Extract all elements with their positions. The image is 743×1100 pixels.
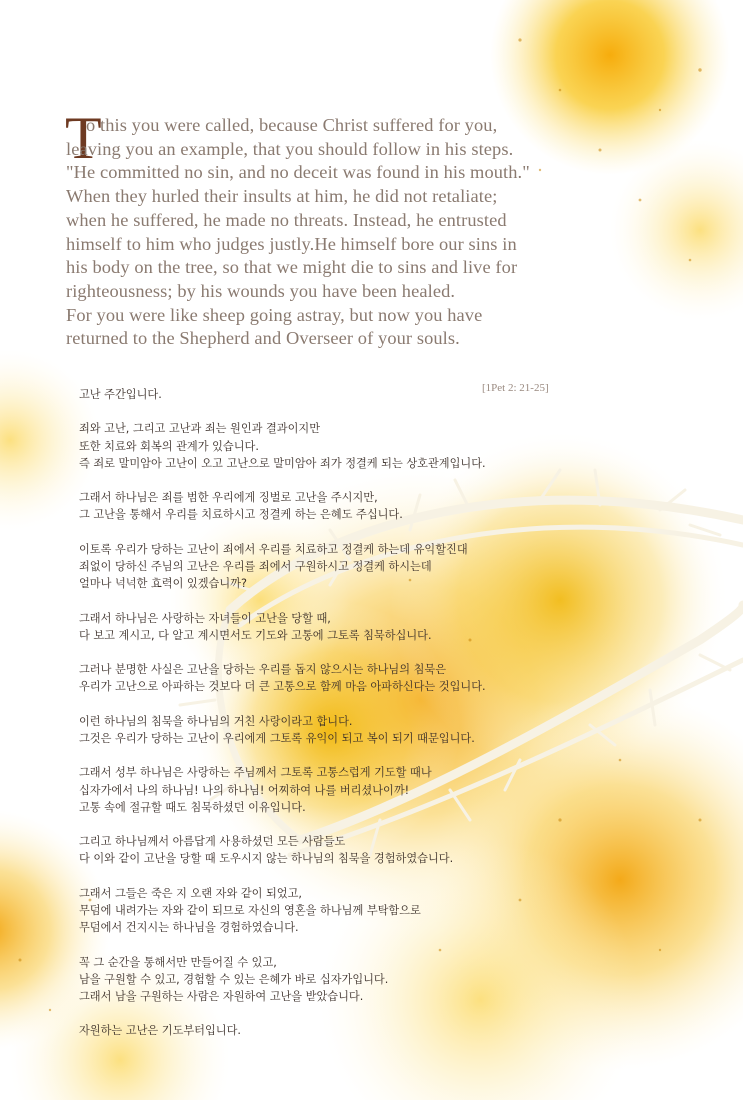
paragraph: [79, 386, 719, 403]
verse-line: leaving you an example, that you should follow in his steps.: [66, 138, 514, 159]
scripture-verse: [66, 114, 626, 351]
paragraph-line: 즉 죄로 말미암아 고난이 오고 고난으로 말미암아 죄가 정결케 되는 상호관계입니다.: [79, 456, 486, 470]
paragraph: [79, 489, 719, 523]
paragraph-line: 그래서 그들은 죽은 지 오랜 자와 같이 되었고,: [79, 886, 302, 900]
verse-line: when he suffered, he made no threats. Instead, he entrusted: [66, 209, 507, 230]
paragraph-line: 죄없이 당하신 주님의 고난은 우리를 죄에서 구원하시고 정결케 하시는데: [79, 559, 432, 573]
paragraph-line: 다 이와 같이 고난을 당할 때 도우시지 않는 하나님의 침묵을 경험하였습니다.: [79, 852, 454, 866]
paragraph-line: 꼭 그 순간을 통해서만 만들어질 수 있고,: [79, 955, 277, 969]
paragraph: [79, 833, 719, 867]
paragraph-line: 십자가에서 나의 하나님! 나의 하나님! 어찌하여 나를 버리셨나이까!: [79, 783, 410, 797]
paragraph: [79, 610, 719, 644]
paragraph-line: 그래서 하나님은 사랑하는 자녀들이 고난을 당할 때,: [79, 611, 331, 625]
paragraph-line: 그리고 하나님께서 아름답게 사용하셨던 모든 사람들도: [79, 835, 346, 849]
paragraph-line: 이토록 우리가 당하는 고난이 죄에서 우리를 치료하고 정결케 하는데 유익할진대: [79, 542, 468, 556]
verse-line: righteousness; by his wounds you have been healed.: [66, 280, 456, 301]
paragraph-line: 고난 주간입니다.: [79, 388, 162, 401]
paragraph-line: 고통 속에 절규할 때도 침묵하셨던 이유입니다.: [79, 800, 306, 814]
verse-line: o this you were called, because Christ suffered for you,: [86, 115, 498, 135]
verse-reference: [1Pet 2: 21-25]: [482, 382, 549, 394]
paragraph-line: 얼마나 넉넉한 효력이 있겠습니까?: [79, 577, 247, 591]
paragraph-line: 그래서 남을 구원하는 사람은 자원하여 고난을 받았습니다.: [79, 989, 364, 1003]
paragraph-line: 자원하는 고난은 기도부터입니다.: [79, 1024, 241, 1038]
paragraph-line: 무덤에서 건지시는 하나님을 경험하였습니다.: [79, 921, 299, 935]
verse-drop-cap: T: [65, 105, 102, 171]
paragraph-line: 이런 하나님의 침묵을 하나님의 거친 사랑이라고 합니다.: [79, 714, 353, 728]
paragraph-line: 다 보고 계시고, 다 알고 계시면서도 기도와 고통에 그토록 침묵하십니다.: [79, 628, 432, 642]
paragraph-line: 그래서 하나님은 죄를 범한 우리에게 징벌로 고난을 주시지만,: [79, 491, 378, 505]
paragraph: [79, 764, 719, 816]
paragraph-line: 죄와 고난, 그리고 고난과 죄는 원인과 결과이지만: [79, 422, 321, 436]
paragraph: [79, 954, 719, 1006]
paragraph: [79, 420, 719, 472]
paragraph: [79, 885, 719, 937]
paragraph-line: 무덤에 내려가는 자와 같이 되므로 자신의 영혼을 하나님께 부탁함으로: [79, 903, 421, 917]
paragraph-line: 우리가 고난으로 아파하는 것보다 더 큰 고통으로 함께 마음 아파하신다는 것입니다.: [79, 680, 486, 694]
paragraph-line: 또한 치료와 회복의 관계가 있습니다.: [79, 439, 259, 453]
verse-line: returned to the Shepherd and Overseer of your souls.: [66, 328, 460, 349]
paragraph: [79, 661, 719, 695]
verse-line: When they hurled their insults at him, he did not retaliate;: [66, 186, 498, 207]
verse-line: his body on the tree, so that we might die to sins and live for: [66, 257, 518, 278]
paragraph-line: 남을 구원할 수 있고, 경험할 수 있는 은혜가 바로 십자가입니다.: [79, 972, 389, 986]
meditation-body: [79, 386, 719, 1057]
verse-line: "He committed no sin, and no deceit was found in his mouth.": [66, 162, 530, 183]
paragraph: [79, 541, 719, 593]
paragraph-line: 그 고난을 통해서 우리를 치료하시고 정결케 하는 은혜도 주십니다.: [79, 508, 403, 522]
paragraph-line: 그러나 분명한 사실은 고난을 당하는 우리를 돕지 않으시는 하나님의 침묵은: [79, 663, 447, 677]
paragraph-line: 그것은 우리가 당하는 고난이 우리에게 그토록 유익이 되고 복이 되기 때문입니다.: [79, 731, 475, 745]
verse-line: himself to him who judges justly.He himself bore our sins in: [66, 233, 517, 254]
paragraph: [79, 713, 719, 747]
paragraph: [79, 1022, 719, 1039]
paragraph-line: 그래서 성부 하나님은 사랑하는 주님께서 그토록 고통스럽게 기도할 때나: [79, 766, 432, 780]
verse-line: For you were like sheep going astray, but now you have: [66, 304, 483, 325]
